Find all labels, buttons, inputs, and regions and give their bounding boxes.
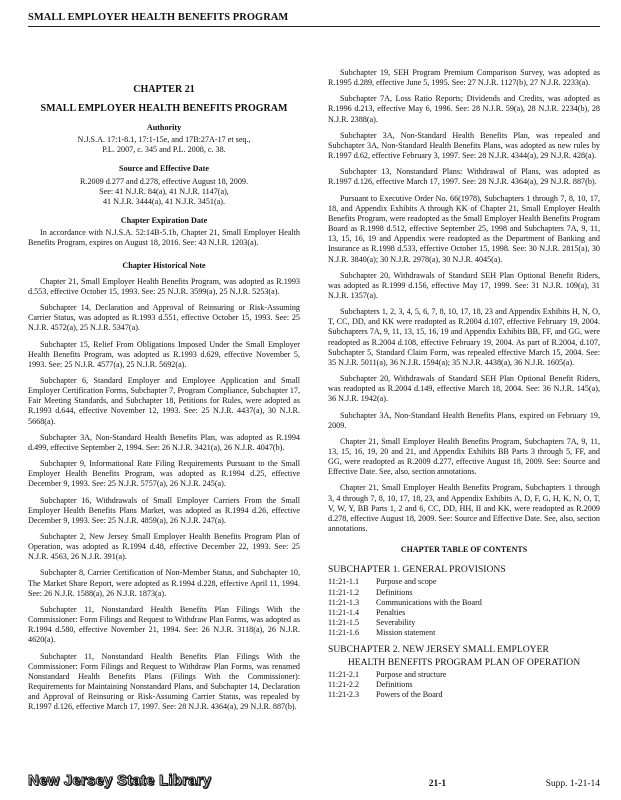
toc-section-number: 11:21-1.6 <box>328 627 360 637</box>
historical-note-paragraph: Subchapter 9, Informational Rate Filing Requirements Pursuant to the Small Employer Health Benefits Program, was adopted as R.1994 d.25, effective December 9, 1993. See: 25 N.J.R. 5757(a), 26 N.J.R. 245(a). <box>28 459 300 489</box>
historical-note-paragraph: Subchapter 3A, Non-Standard Health Benefits Plans, expired on February 19, 2009. <box>328 410 600 430</box>
toc-section-number: 11:21-2.2 <box>328 680 360 690</box>
historical-note-paragraph: Subchapter 7A, Loss Ratio Reports; Dividends and Credits, was adopted as R.1996 d.213, effective May 6, 1996. See: 28 N.J.R. 59(a), 28 N.J.R. 2234(b), 28 N.J.R. 2388(a). <box>328 94 600 124</box>
toc-section-row <box>328 618 600 628</box>
historical-note-paragraph: Subchapter 19, SEH Program Premium Comparison Survey, was adopted as R.1995 d.289, effective June 5, 1995. See: 27 N.J.R. 1127(b), 27 N.J.R. 2233(a). <box>328 68 600 88</box>
historical-note-paragraph: Subchapter 3A, Non-Standard Health Benefits Plan, was adopted as R.1994 d.499, effective September 2, 1994. See: 26 N.J.R. 3421(a), 26 N.J.R. 4047(b). <box>28 432 300 452</box>
authority-line-2: P.L. 2007, c. 345 and P.L. 2008, c. 38. <box>102 145 226 155</box>
toc-section-row <box>328 690 600 700</box>
toc-section-row <box>328 577 600 587</box>
toc-section-title: Purpose and structure <box>376 669 447 679</box>
historical-note-paragraph: Subchapter 20, Withdrawals of Standard SEH Plan Optional Benefit Riders, was readopted as R.2004 d.149, effective March 18, 2004. See: 36 N.J.R. 145(a), 36 N.J.R. 1942(a). <box>328 374 600 404</box>
table-of-contents <box>328 564 600 700</box>
library-logo: New Jersey State Library <box>28 772 212 789</box>
authority-heading: Authority <box>146 123 182 132</box>
toc-section-row <box>328 608 600 618</box>
historical-note-paragraph: Chapter 21, Small Employer Health Benefits Program, Subchapters 1 through 3, 4 through 7, 8, 10, 17, 18, 23, and Appendix Exhibits A, D, F, G, H, K, N, O, T, V, W, Y, BB Parts 1, 2 and 6, CC, DD, HH, II and KK, were readopted as R.2009 d.278, effective August 18, 2009. See: Source and Effective Date. See, also, section annotations. <box>328 483 600 534</box>
historical-note-paragraph: Pursuant to Executive Order No. 66(1978), Subchapters 1 through 7, 8, 10, 17, 18, and Appendix Exhibits A through KK of Chapter 21, Small Employer Health Benefits Program, were readopted as the Small Employer Health Benefits Program Board as R.1998 d.512, effective September 25, 1998 and Subchapters 7A, 9, 11, 13, 15, 16, 19 and Appendix were readopted as the Department of Banking and Insurance as R.1998 d.533, effective October 15, 1998. See: 30 N.J.R. 2815(a), 30 N.J.R. 3840(a); 30 N.J.R. 2978(a), 30 N.J.R. 4045(a). <box>328 193 600 264</box>
toc-section-number: 11:21-2.3 <box>328 690 360 700</box>
historical-note-paragraph: Subchapter 3A, Non-Standard Health Benefits Plan, was repealed and Subchapter 3A, Non-Standard Health Benefits Plans, was adopted as new rules by R.1997 d.62, effective February 3, 1997. See: 28 N.J.R. 4344(a), 29 N.J.R. 428(a). <box>328 130 600 161</box>
toc-subchapter-heading: SUBCHAPTER 2. NEW JERSEY SMALL EMPLOYER <box>328 643 549 655</box>
source-line-1: R.2009 d.277 and d.278, effective August 18, 2009. <box>80 176 248 186</box>
toc-section-number: 11:21-1.1 <box>328 577 360 587</box>
left-column <box>28 84 300 719</box>
page-number: 21-1 <box>428 779 447 789</box>
chapter-title: SMALL EMPLOYER HEALTH BENEFITS PROGRAM <box>40 103 288 114</box>
toc-section-title: Severability <box>376 617 416 627</box>
right-column <box>328 68 600 700</box>
source-line-2: See: 41 N.J.R. 84(a), 41 N.J.R. 1147(a), <box>99 186 229 196</box>
toc-section-number: 11:21-2.1 <box>328 669 360 679</box>
toc-section-row <box>328 588 600 598</box>
historical-note-paragraph: Subchapter 16, Withdrawals of Small Employer Carriers From the Small Employer Health Benefits Plans Market, was adopted as R.1994 d.26, effective December 9, 1993. See: 25 N.J.R. 4859(a), 26 N.J.R. 247(a). <box>28 495 300 525</box>
chapter-number: CHAPTER 21 <box>133 84 195 95</box>
source-heading: Source and Effective Date <box>119 164 209 174</box>
running-header <box>28 12 600 27</box>
toc-section-number: 11:21-1.2 <box>328 587 360 597</box>
historical-note-paragraph: Subchapters 1, 2, 3, 4, 5, 6, 7, 8, 10, 17, 18, 23 and Appendix Exhibits H, N, O, T, CC, DD, and KK were readopted as R.2004 d.107, effective February 19, 2004. Subchapters 7A, 9, 11, 13, 15, 16, 19 and Appendix Exhibits BB, FF, and GG, were readopted as R.2004 d.108, effective February 19, 2004. As part of R.2004, d.107, Subchapter 5, Standard Claim Form, was repealed effective March 15, 2004. See: 35 N.J.R. 5011(a), 36 N.J.R. 1594(a); 35 N.J.R. 4438(a), 36 N.J.R. 1605(a). <box>328 307 600 367</box>
historical-note-paragraph: Subchapter 11, Nonstandard Health Benefits Plan Filings With the Commissioner: Form Filings and Request to Withdraw Plan Forms, was adopted as R.1994 d.580, effective November 21, 1994. See: 26 N.J.R. 3118(a), 26 N.J.R. 4620(a). <box>28 604 300 645</box>
historical-note-paragraph: Subchapter 20, Withdrawals of Standard SEH Plan Optional Benefit Riders, was adopted as R.1999 d.156, effective May 17, 1999. See: 31 N.J.R. 109(a), 31 N.J.R. 1357(a). <box>328 270 600 300</box>
authority-line-1: N.J.S.A. 17:1-8.1, 17:1-15e, and 17B:27A-17 et seq., <box>77 135 251 145</box>
historical-notes-left <box>28 277 300 713</box>
toc-section-title: Penalties <box>376 607 406 617</box>
toc-section-number: 11:21-1.5 <box>328 617 360 627</box>
toc-section-title: Powers of the Board <box>376 690 443 700</box>
page-footer <box>28 771 600 789</box>
toc-section-row <box>328 670 600 680</box>
toc-section-number: 11:21-1.3 <box>328 597 360 607</box>
toc-section-title: Purpose and scope <box>376 577 437 587</box>
toc-section-row <box>328 628 600 638</box>
toc-section-row <box>328 680 600 690</box>
running-title: SMALL EMPLOYER HEALTH BENEFITS PROGRAM <box>28 12 289 23</box>
historical-note-paragraph: Subchapter 6, Standard Employer and Employee Application and Small Employer Certification Forms, Subchapter 7, Program Compliance, Subchapter 17, Fair Meeting Standards, and Subchapter 18, Petitions for Rules, were adopted as R.1993 d.644, effective November 12, 1993. See: 25 N.J.R. 4437(a), 30 N.J.R. 5668(a). <box>28 375 300 426</box>
toc-subchapter-heading: SUBCHAPTER 1. GENERAL PROVISIONS <box>328 564 506 576</box>
historical-note-paragraph: Subchapter 13, Nonstandard Plans: Withdrawal of Plans, was adopted as R.1997 d.126, effective March 17, 1997. See: 28 N.J.R. 4364(a), 29 N.J.R. 887(b). <box>328 167 600 187</box>
historical-note-paragraph: Subchapter 8, Carrier Certification of Non-Member Status, and Subchapter 10, The Market Share Report, were adopted as R.1994 d.228, effective April 11, 1994. See: 26 N.J.R. 1588(a), 26 N.J.R. 1873(a). <box>28 568 300 598</box>
historical-note-paragraph: Subchapter 2, New Jersey Small Employer Health Benefits Program Plan of Operation, was adopted as R.1994 d.48, effective December 22, 1993. See: 25 N.J.R. 4563, 26 N.J.R. 391(a). <box>28 532 300 562</box>
toc-section-title: Communications with the Board <box>376 597 482 607</box>
toc-section-title: Definitions <box>376 680 413 690</box>
toc-section-title: Mission statement <box>376 627 436 637</box>
supplement-label: Supp. 1-21-14 <box>545 779 600 789</box>
historical-heading: Chapter Historical Note <box>122 260 206 270</box>
historical-note-paragraph: Subchapter 11, Nonstandard Health Benefits Plan Filings With the Commissioner: Form Filings and Request to Withdraw Plan Forms, was renamed Nonstandard Health Benefits Plans (Filings With the Commissioner): Requirements for Maintaining Nonstandard Plans, and Subchapter 14, Declaration and Approval of Reinsuring or Risk-Assuming Carrier Status, was repealed by R.1997 d.126, effective March 17, 1997. See: 28 N.J.R. 4364(a), 29 N.J.R. 887(b). <box>28 651 300 712</box>
historical-note-paragraph: Chapter 21, Small Employer Health Benefits Program, Subchapters 7A, 9, 11, 13, 15, 16, 19, 20 and 21, and Appendix Exhibits BB Parts 3 through 5, FF, and GG, were readopted as R.2009 d.277, effective August 18, 2009. See: Source and Effective Date. See, also, section annotations. <box>328 436 600 477</box>
toc-title: CHAPTER TABLE OF CONTENTS <box>400 545 528 555</box>
toc-subchapter-heading-cont: HEALTH BENEFITS PROGRAM PLAN OF OPERATION <box>347 656 581 668</box>
historical-note-paragraph: Subchapter 14, Declaration and Approval of Reinsuring or Risk-Assuming Carrier Status, was adopted as R.1993 d.551, effective October 15, 1993. See: 25 N.J.R. 4572(a), 25 N.J.R. 5347(a). <box>28 303 300 333</box>
toc-section-number: 11:21-1.4 <box>328 607 360 617</box>
historical-note-paragraph: Subchapter 15, Relief From Obligations Imposed Under the Small Employer Health Benefits Program, was adopted as R.1993 d.629, effective November 5, 1993. See: 25 N.J.R. 4577(a), 25 N.J.R. 5692(a). <box>28 339 300 369</box>
toc-section-title: Definitions <box>376 587 413 597</box>
source-line-3: 41 N.J.R. 3444(a), 41 N.J.R. 3451(a). <box>102 196 226 206</box>
expiration-heading: Chapter Expiration Date <box>120 216 208 226</box>
expiration-text: In accordance with N.J.S.A. 52:14B-5.1b, Chapter 21, Small Employer Health Benefits Program, expires on August 18, 2016. See: 43 N.J.R. 1203(a). <box>28 228 300 248</box>
historical-notes-right <box>328 68 600 534</box>
toc-section-row <box>328 598 600 608</box>
historical-note-paragraph: Chapter 21, Small Employer Health Benefits Program, was adopted as R.1993 d.553, effective October 15, 1993. See: 25 N.J.R. 3599(a), 25 N.J.R. 5253(a). <box>28 276 300 296</box>
